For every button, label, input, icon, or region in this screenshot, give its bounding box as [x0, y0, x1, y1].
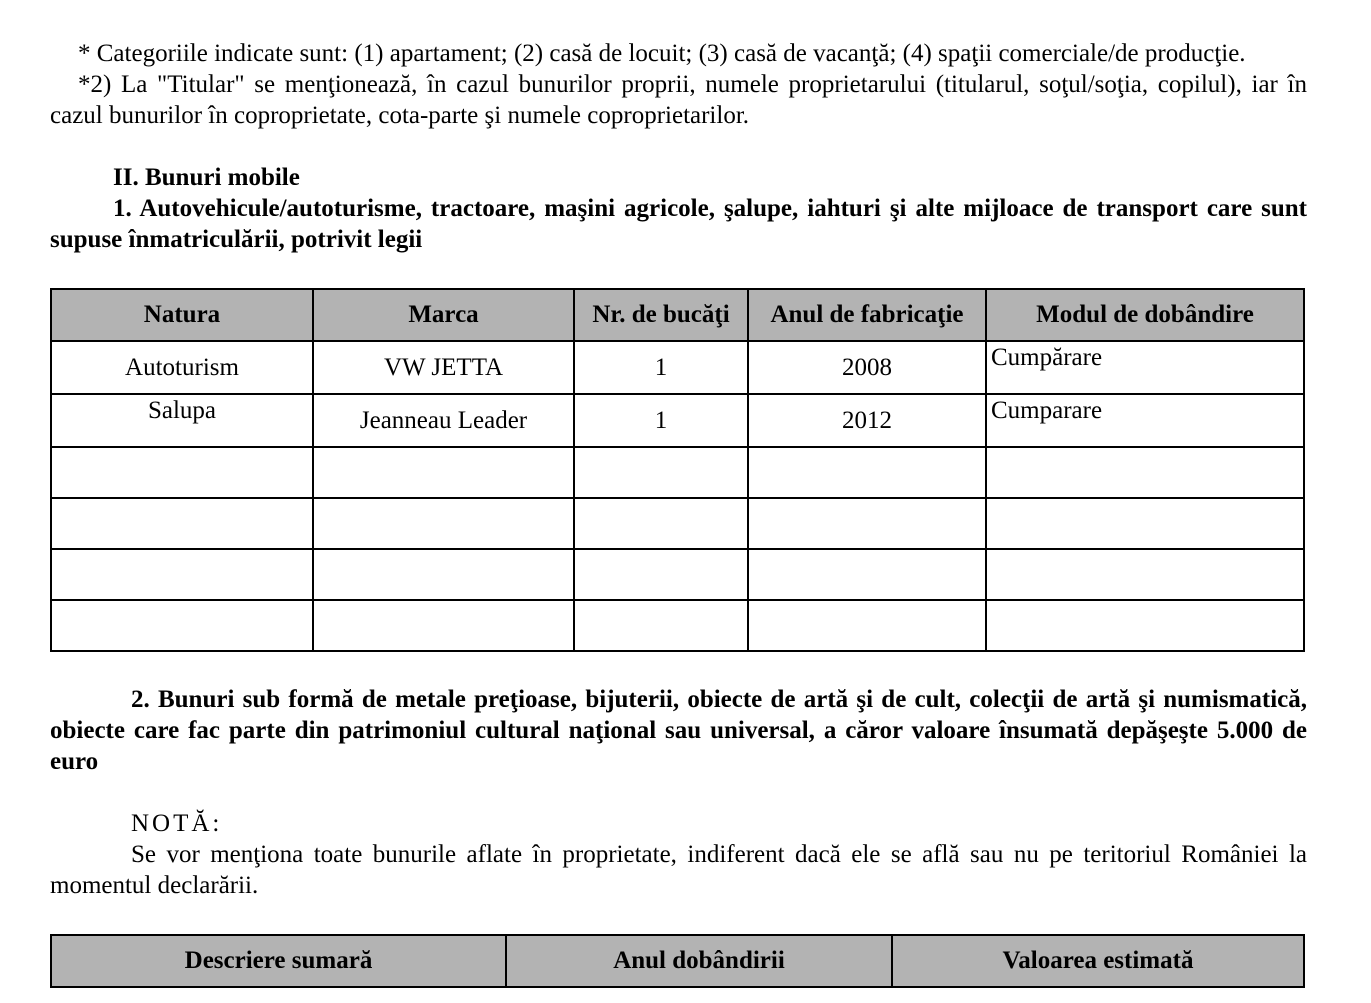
column-header-nr-bucati: Nr. de bucăţi	[574, 289, 748, 341]
table-cell	[748, 447, 986, 498]
table-cell: 1	[574, 341, 748, 394]
table-cell	[574, 600, 748, 651]
table-cell	[51, 498, 313, 549]
subsection-2-heading: 2. Bunuri sub formă de metale preţioase, bijuterii, obiecte de artă şi de cult, colecţii de artă şi numismatică, obiecte care fac parte din patrimoniul cultural naţional sau universal, a căror valoare însumată depăşeşte 5.000 de euro	[50, 686, 1307, 775]
table-cell: Cumpărare	[986, 341, 1304, 394]
table-cell	[574, 549, 748, 600]
table-cell	[51, 600, 313, 651]
table-cell: VW JETTA	[313, 341, 574, 394]
table-cell	[986, 447, 1304, 498]
table-row	[51, 447, 1304, 498]
table-cell: 2008	[748, 341, 986, 394]
table-cell	[748, 549, 986, 600]
section-heading: II. Bunuri mobile	[113, 164, 300, 191]
table-header-row	[51, 935, 1304, 987]
table-cell	[574, 498, 748, 549]
column-header-valoarea-estimata: Valoarea estimată	[892, 935, 1304, 987]
valuables-table	[50, 934, 1305, 988]
table-row	[51, 498, 1304, 549]
column-header-modul-dobandire: Modul de dobândire	[986, 289, 1304, 341]
table-cell	[986, 498, 1304, 549]
footnote-categories: * Categoriile indicate sunt: (1) apartament; (2) casă de locuit; (3) casă de vacanţă; (4) spaţii comerciale/de producţie.	[78, 40, 1246, 67]
table-cell: 2012	[748, 394, 986, 447]
column-header-natura: Natura	[51, 289, 313, 341]
table-cell: Cumparare	[986, 394, 1304, 447]
table-cell: Jeanneau Leader	[313, 394, 574, 447]
table-cell	[313, 447, 574, 498]
footnote-titular: *2) La "Titular" se menţionează, în cazul bunurilor proprii, numele proprietarului (titularul, soţul/soţia, copilul), iar în cazul bunurilor în coproprietate, cota-parte şi numele coproprietarilor.	[50, 71, 1307, 129]
document-page	[50, 38, 1307, 988]
table-cell	[313, 600, 574, 651]
table-cell	[574, 447, 748, 498]
table-cell	[986, 600, 1304, 651]
table-row	[51, 549, 1304, 600]
nota-label: NOTĂ:	[131, 810, 223, 837]
table-cell	[51, 549, 313, 600]
table-cell	[748, 498, 986, 549]
column-header-marca: Marca	[313, 289, 574, 341]
column-header-anul-dobandirii: Anul dobândirii	[506, 935, 892, 987]
table-cell: 1	[574, 394, 748, 447]
table-cell: Salupa	[51, 394, 313, 447]
table-header-row	[51, 289, 1304, 341]
table-row	[51, 394, 1304, 447]
column-header-anul-fabricatie: Anul de fabricaţie	[748, 289, 986, 341]
nota-text: Se vor menţiona toate bunurile aflate în proprietate, indiferent dacă ele se află sau nu pe teritoriul României la momentul declarării.	[50, 841, 1307, 899]
subsection-1-heading: 1. Autovehicule/autoturisme, tractoare, maşini agricole, şalupe, iahturi şi alte mijloace de transport care sunt supuse înmatriculării, potrivit legii	[50, 195, 1307, 253]
table-cell	[313, 498, 574, 549]
table-row	[51, 600, 1304, 651]
table-cell	[51, 447, 313, 498]
column-header-descriere: Descriere sumară	[51, 935, 506, 987]
table-cell: Autoturism	[51, 341, 313, 394]
table-cell	[748, 600, 986, 651]
table-cell	[313, 549, 574, 600]
vehicles-table	[50, 288, 1305, 652]
table-cell	[986, 549, 1304, 600]
table-row	[51, 341, 1304, 394]
